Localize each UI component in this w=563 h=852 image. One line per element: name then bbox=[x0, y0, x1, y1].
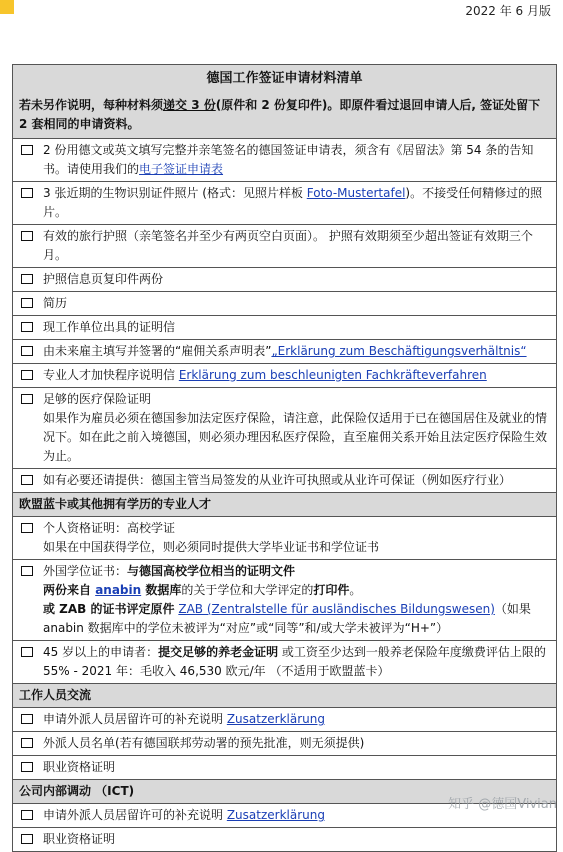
item-photos bbox=[13, 182, 557, 225]
item-text: 职业资格证明 bbox=[43, 760, 116, 774]
section-bluecard-title: 欧盟蓝卡或其他拥有学历的专业人才 bbox=[13, 493, 557, 517]
item-text: 申请外派人员居留许可的补充说明 bbox=[43, 808, 227, 822]
item-text: 足够的医疗保险证明 bbox=[43, 392, 152, 406]
online-form-link[interactable]: 电子签证申请表 bbox=[139, 162, 224, 176]
checkbox[interactable] bbox=[21, 647, 33, 657]
checkbox[interactable] bbox=[21, 394, 33, 404]
item-passport-copy bbox=[13, 268, 557, 292]
checkbox[interactable] bbox=[21, 231, 33, 241]
item-text: 申请外派人员居留许可的补充说明 bbox=[43, 712, 227, 726]
text: （如果 anabin 数据库中的学位未被评为“对应”或“同等”和/或大学未被评为“H+”） bbox=[43, 602, 531, 635]
text-bold: 提交足够的养老金证明 bbox=[158, 645, 279, 659]
item-visa-form bbox=[13, 139, 557, 182]
declaration-link[interactable]: „Erklärung zum Beschäftigungsverhältnis“ bbox=[271, 344, 527, 358]
text: 或工资至少达到一般养老保险年度缴费评估上限的 55% - 2021 年：毛收入 46,530 欧元/年 （不适用于欧盟蓝卡） bbox=[43, 645, 546, 678]
item-fast-track bbox=[13, 364, 557, 388]
item-text: 现工作单位出具的证明信 bbox=[43, 320, 176, 334]
page-title: 德国工作签证申请材料清单 bbox=[206, 71, 363, 86]
text-bold: 或 ZAB 的 bbox=[43, 602, 103, 616]
item-expat-list bbox=[13, 732, 557, 756]
checkbox[interactable] bbox=[21, 370, 33, 380]
section-ict-title: 公司内部调动 （ICT) bbox=[13, 780, 557, 804]
anabin-link[interactable]: anabin bbox=[95, 583, 142, 597]
item-text: 外派人员名单(若有德国联邦劳动署的预先批准，则无须提供) bbox=[43, 736, 365, 750]
checkbox[interactable] bbox=[21, 298, 33, 308]
header-cell bbox=[13, 65, 557, 139]
item-qualification bbox=[13, 517, 557, 560]
item-exchange-supplement bbox=[13, 708, 557, 732]
item-subtext: 如果作为雇员必须在德国参加法定医疗保险，请注意，此保险仅适用于已在德国居住及就业的情况下。如在此之前入境德国，则必须办理因私医疗保险，直至雇佣关系开始且法定医疗保险生效为止。 bbox=[43, 411, 548, 463]
text-bold: 两份来自 bbox=[43, 583, 96, 597]
item-text: 2 份用德文或英文填写完整并亲笔签名的德国签证申请表，须含有《居留法》第 54 条的告知书。请使用我们的 bbox=[43, 143, 534, 176]
zusatzerklaerung-link[interactable]: Zusatzerklärung bbox=[226, 808, 325, 822]
corner-mark bbox=[0, 0, 14, 14]
checkbox[interactable] bbox=[21, 145, 33, 155]
checkbox[interactable] bbox=[21, 810, 33, 820]
checkbox[interactable] bbox=[21, 714, 33, 724]
item-employer-cert bbox=[13, 316, 557, 340]
item-text: 有效的旅行护照（亲笔签名并至少有两页空白页面）。 护照有效期须至少超出签证有效期三个月。 bbox=[43, 229, 533, 262]
checkbox[interactable] bbox=[21, 566, 33, 576]
text-bold: 打印件 bbox=[313, 583, 350, 597]
item-text: 个人资格证明：高校学证 bbox=[43, 521, 176, 535]
item-text-after: )。不接受任何精修过的照片。 bbox=[43, 186, 543, 219]
checkbox[interactable] bbox=[21, 274, 33, 284]
intro-before: 若未另作说明，每种材料须 bbox=[19, 98, 164, 112]
intro-after: (原件和 2 份复印件)。即原件看过退回申请人后, 签证处留下 2 套相同的申请资料。 bbox=[19, 98, 541, 131]
item-ict-qualification bbox=[13, 828, 557, 852]
checkbox[interactable] bbox=[21, 188, 33, 198]
item-exchange-qualification bbox=[13, 756, 557, 780]
section-exchange-title: 工作人员交流 bbox=[13, 684, 557, 708]
item-insurance bbox=[13, 388, 557, 469]
checklist-table bbox=[12, 64, 557, 852]
intro-underlined: 递交 3 份 bbox=[163, 98, 216, 112]
watermark: 知乎 @德国Vivian bbox=[448, 797, 557, 812]
item-text: 专业人才加快程序说明信 bbox=[43, 368, 179, 382]
degree-line-2 bbox=[43, 581, 550, 600]
item-pension bbox=[13, 641, 557, 684]
item-subtext: 如果在中国获得学位，则必须同时提供大学毕业证书和学位证书 bbox=[43, 540, 380, 554]
zusatzerklaerung-link[interactable]: Zusatzerklärung bbox=[226, 712, 325, 726]
item-text: 护照信息页复印件两份 bbox=[43, 272, 164, 286]
text: 45 岁以上的申请者： bbox=[43, 645, 159, 659]
text: 。 bbox=[349, 583, 362, 597]
text: 的关于学位和大学评定的 bbox=[181, 583, 314, 597]
item-text: 职业资格证明 bbox=[43, 832, 116, 846]
checkbox[interactable] bbox=[21, 738, 33, 748]
item-text: 3 张近期的生物识别证件照片 (格式：见照片样板 bbox=[43, 186, 307, 200]
checkbox[interactable] bbox=[21, 762, 33, 772]
checkbox[interactable] bbox=[21, 523, 33, 533]
item-work-permit bbox=[13, 469, 557, 493]
photo-sample-link[interactable]: Foto-Mustertafel bbox=[306, 186, 406, 200]
zab-link[interactable]: ZAB (Zentralstelle für ausländisches Bildungswesen) bbox=[178, 602, 495, 616]
fast-track-link[interactable]: Erklärung zum beschleunigten Fachkräfteverfahren bbox=[178, 368, 487, 382]
item-text: 如有必要还请提供：德国主管当局签发的从业许可执照或从业许可保证（例如医疗行业） bbox=[43, 473, 512, 487]
item-cv bbox=[13, 292, 557, 316]
checkbox[interactable] bbox=[21, 322, 33, 332]
item-foreign-degree bbox=[13, 560, 557, 641]
text-bold: 数据库 bbox=[141, 583, 182, 597]
text-bold: 与德国高校学位相当的证明文件 bbox=[127, 564, 296, 578]
item-passport bbox=[13, 225, 557, 268]
item-text: 简历 bbox=[43, 296, 68, 310]
degree-line-3 bbox=[43, 600, 550, 638]
degree-line-1 bbox=[43, 562, 550, 581]
checkbox[interactable] bbox=[21, 834, 33, 844]
item-employment-declaration bbox=[13, 340, 557, 364]
text: 外国学位证书： bbox=[43, 564, 128, 578]
intro-text bbox=[19, 96, 550, 136]
text-bold: 证书评定原件 bbox=[102, 602, 175, 616]
item-text: 由未来雇主填写并签署的“雇佣关系声明表” bbox=[43, 344, 272, 358]
edition-date: 2022 年 6 月版 bbox=[465, 4, 551, 18]
checkbox[interactable] bbox=[21, 475, 33, 485]
checkbox[interactable] bbox=[21, 346, 33, 356]
